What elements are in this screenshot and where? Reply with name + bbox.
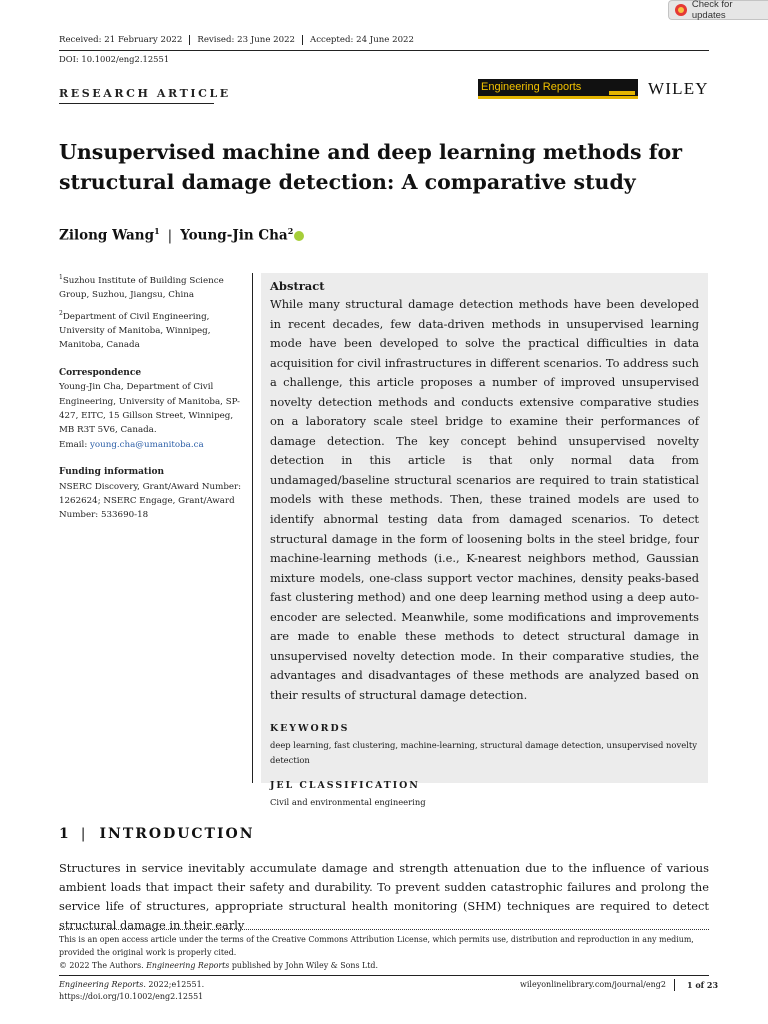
correspondence-text: Young-Jin Cha, Department of Civil Engineering, University of Manitoba, SP-427, EITC, 15 Gillson Street, Winnipeg, MB R3T 5V6, Canada. (59, 382, 240, 436)
section-separator: | (80, 826, 88, 842)
footnotes (59, 933, 709, 972)
keywords-heading: KEYWORDS (270, 723, 350, 735)
title-line-2: structural damage detection: A comparative study (59, 170, 636, 194)
section-number: 1 (59, 826, 69, 842)
section-title: INTRODUCTION (99, 826, 255, 842)
header-divider (59, 50, 709, 51)
article-type-underline (59, 103, 214, 104)
publisher-logo[interactable]: WILEY (648, 79, 709, 98)
intro-paragraph: Structures in service inevitably accumulate damage and strength attenuation due to the influence of various ambient loads that impact their safety and durability. To prevent sudden catastrophic failures and prolong the service life of structures, appropriate structural health monitoring (SHM) techniques are required to detect structural damage in their early (59, 861, 709, 932)
orcid-icon[interactable] (294, 231, 304, 241)
accepted-date: Accepted: 24 June 2022 (302, 35, 421, 45)
article-info-column (59, 271, 249, 536)
journal-logo[interactable] (478, 79, 638, 99)
affiliation-1: $^1$Suzhou Institute of Building Science Group, Suzhou, Jiangsu, China (59, 274, 224, 301)
correspondence-heading: Correspondence (59, 367, 142, 378)
column-divider (252, 273, 253, 783)
correspondence (59, 366, 249, 452)
author-list (59, 226, 304, 244)
abstract-heading: Abstract (270, 279, 325, 293)
footer-right (520, 979, 718, 991)
email-link[interactable]: young.cha@umanitoba.ca (90, 439, 204, 450)
funding (59, 465, 249, 523)
copyright-note: © 2022 The Authors. Engineering Reports published by John Wiley & Sons Ltd. (59, 961, 378, 970)
affiliations (59, 271, 249, 353)
author-2[interactable]: Young-Jin Cha$^2$ (180, 226, 294, 244)
journal-logo-text: Engineering Reports (481, 81, 582, 93)
article-dates (59, 35, 421, 45)
jel-heading: JEL CLASSIFICATION (270, 780, 420, 792)
author-1[interactable]: Zilong Wang$^1$ (59, 226, 160, 244)
check-for-updates-label: Check for updates (691, 0, 733, 21)
section-heading (59, 826, 255, 842)
crossmark-icon (675, 4, 687, 16)
received-date: Received: 21 February 2022 (59, 35, 183, 45)
revised-date: Revised: 23 June 2022 (189, 35, 302, 45)
footer-doi-link[interactable]: https://doi.org/10.1002/eng2.12551 (59, 992, 204, 1001)
abstract-box (261, 273, 708, 808)
author-separator: | (167, 227, 173, 244)
article-type: RESEARCH ARTICLE (59, 87, 231, 100)
jel-text: Civil and environmental engineering (270, 797, 426, 808)
footnote-divider (59, 929, 709, 930)
page-number: 1 of 23 (674, 979, 718, 991)
footer-divider (59, 975, 709, 976)
check-for-updates-button[interactable] (668, 0, 768, 20)
affiliation-2: $^2$Department of Civil Engineering, University of Manitoba, Winnipeg, Manitoba, Canada (59, 309, 211, 351)
funding-heading: Funding information (59, 467, 165, 478)
doi: DOI: 10.1002/eng2.12551 (59, 54, 170, 64)
license-note: This is an open access article under the terms of the Creative Commons Attribution License, which permits use, distribution and reproduction in any medium, provided the original work is properly cited. (59, 935, 694, 957)
keywords-text: deep learning, fast clustering, machine-learning, structural damage detection, unsupervised novelty detection (270, 740, 697, 766)
article-title (59, 137, 709, 197)
journal-site-link[interactable]: wileyonlinelibrary.com/journal/eng2 (520, 980, 666, 989)
title-line-1: Unsupervised machine and deep learning methods for (59, 140, 683, 164)
correspondence-email-line: Email: young.cha@umanitoba.ca (59, 439, 204, 450)
funding-text: NSERC Discovery, Grant/Award Number: 1262624; NSERC Engage, Grant/Award Number: 533690-18 (59, 481, 242, 521)
abstract-text: While many structural damage detection methods have been developed in recent decades, few data-driven methods in unsupervised learning mode have been developed to solve the practical difficulties in data acquisition for civil infrastructures in different scenarios. To address such a challenge, this article proposes a number of improved unsupervised novelty detection methods and conducts extensive comparative studies on a laboratory scale steel bridge to examine their performances of damage detection. The key concept behind unsupervised novelty detection in this article is that only normal data from undamaged/baseline structural scenarios are required to train statistical models with these methods. Then, these trained models are used to identify abnormal testing data from damaged scenarios. To detect structural damage in the form of loosening bolts in the steel bridge, four machine-learning methods (i.e., K-nearest neighbors method, Gaussian mixture models, one-class support vector machines, density peaks-based fast clustering method) and one deep learning method using a deep auto-encoder are selected. Meanwhile, some modifications and improvements are made to enable these methods to detect structural damage in unsupervised novelty detection mode. In their comparative studies, the advantages and disadvantages of these methods are analyzed based on their results of structural damage detection. (270, 297, 699, 702)
open-access-mark (609, 91, 635, 95)
footer-citation: Engineering Reports. 2022;e12551. https://doi.org/10.1002/eng2.12551 (59, 980, 205, 1001)
